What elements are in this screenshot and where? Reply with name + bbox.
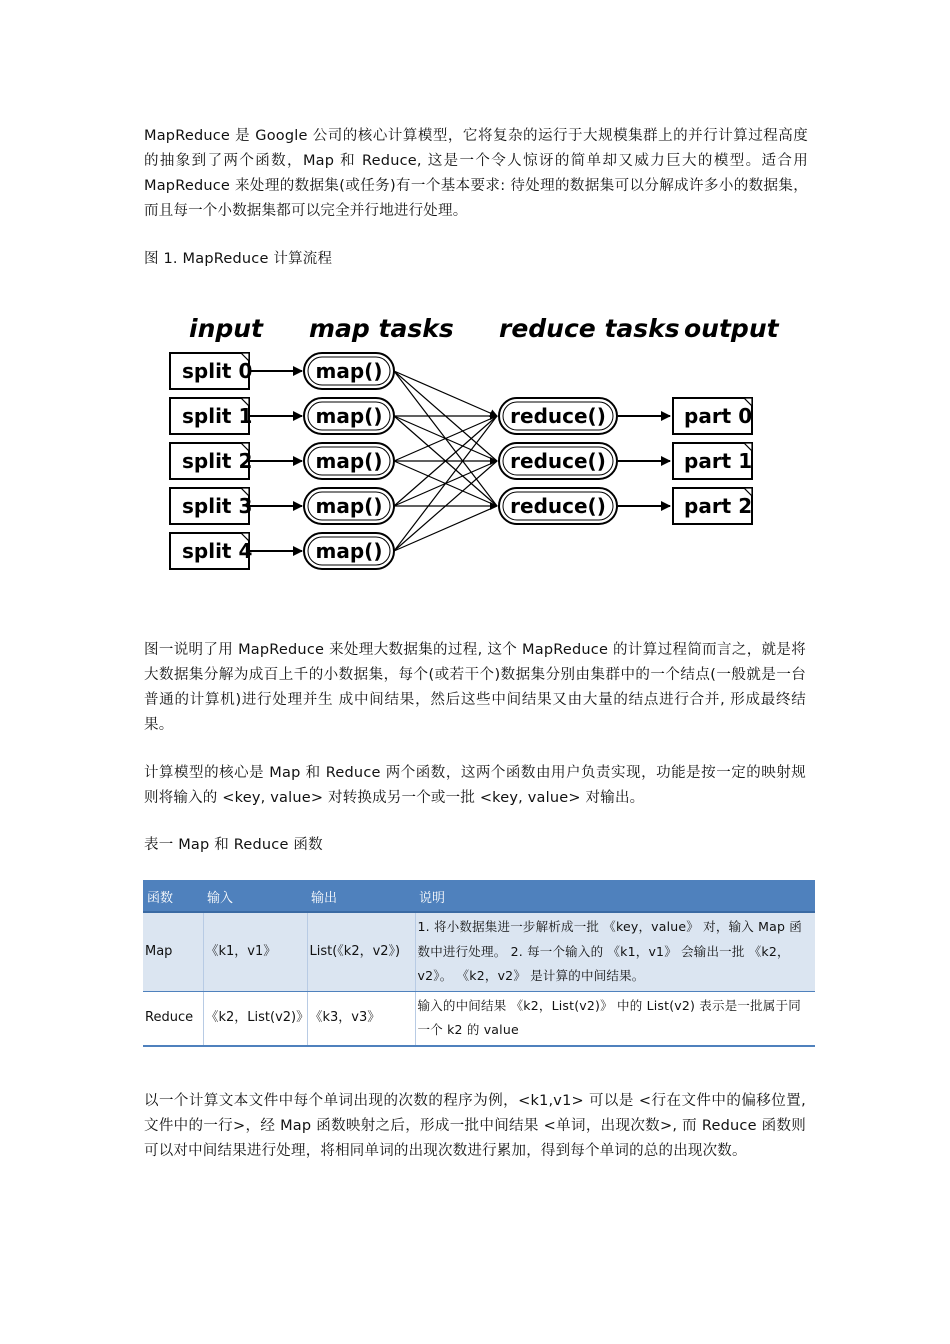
split-to-map-arrows	[250, 371, 302, 551]
reduce-task	[499, 398, 617, 434]
part-box	[673, 443, 752, 479]
split-column	[170, 353, 252, 569]
map-label: map()	[315, 449, 383, 473]
cell-description: 1. 将小数据集进一步解析成一批 《key，value》 对，输入 Map 函数中进行处理。 2. 每一个输入的 《k1，v1》 会输出一批 《k2，v2》。 《k2，v2》 是计算的中间结果。	[415, 912, 815, 991]
reduce-label: reduce()	[510, 494, 606, 518]
split-box	[170, 488, 252, 524]
part-box	[673, 488, 752, 524]
part-label: part 2	[684, 494, 753, 518]
header-description: 说明	[415, 881, 815, 913]
header-input: 输入	[203, 881, 307, 913]
split-label: split 4	[182, 539, 253, 563]
core-paragraph: 计算模型的核心是 Map 和 Reduce 两个函数，这两个函数由用户负责实现，功能是按一定的映射规则将输入的 <key, value> 对转换成另一个或一批 <key, value> 对输出。	[144, 765, 806, 806]
figure-caption: 图 1. MapReduce 计算流程	[144, 251, 333, 267]
table-caption: 表一 Map 和 Reduce 函数	[144, 837, 323, 853]
functions-table	[143, 880, 815, 1047]
map-column	[304, 353, 394, 569]
cell-output: List(《k2，v2》)	[307, 912, 415, 991]
split-box	[170, 533, 252, 569]
table-row	[143, 912, 815, 991]
mapreduce-diagram	[164, 301, 779, 595]
map-label: map()	[315, 359, 383, 383]
cell-function: Map	[143, 912, 203, 991]
split-label: split 2	[182, 449, 253, 473]
reduce-tasks-header: reduce tasks	[499, 314, 680, 343]
split-box	[170, 398, 252, 434]
reduce-column	[499, 398, 617, 524]
split-box	[170, 353, 252, 389]
functions-table-wrapper	[143, 880, 815, 1047]
cell-function: Reduce	[143, 991, 203, 1046]
map-task	[304, 398, 394, 434]
split-label: split 1	[182, 404, 253, 428]
header-function: 函数	[143, 881, 203, 913]
reduce-label: reduce()	[510, 449, 606, 473]
map-tasks-header: map tasks	[309, 314, 454, 343]
reduce-label: reduce()	[510, 404, 606, 428]
cell-input: 《k1，v1》	[203, 912, 307, 991]
output-column	[673, 398, 752, 524]
map-task	[304, 353, 394, 389]
output-header: output	[684, 314, 779, 343]
example-paragraph: 以一个计算文本文件中每个单词出现的次数的程序为例，<k1,v1> 可以是 <行在文件中的偏移位置, 文件中的一行>，经 Map 函数映射之后，形成一批中间结果 <单词，出现次数>, 而 Reduce 函数则可以对中间结果进行处理，将相同单词的出现次数进行累加，得到每个单词的总的出现次数。	[144, 1093, 806, 1159]
map-label: map()	[315, 404, 383, 428]
part-box	[673, 398, 752, 434]
cell-output: 《k3，v3》	[307, 991, 415, 1046]
reduce-task	[499, 488, 617, 524]
map-task	[304, 533, 394, 569]
part-label: part 1	[684, 449, 753, 473]
cell-input: 《k2，List(v2)》	[203, 991, 307, 1046]
part-label: part 0	[684, 404, 753, 428]
map-task	[304, 443, 394, 479]
map-label: map()	[315, 539, 383, 563]
split-label: split 3	[182, 494, 253, 518]
map-task	[304, 488, 394, 524]
reduce-to-output-arrows	[618, 416, 670, 506]
table-row	[143, 991, 815, 1046]
explanation-paragraph: 图一说明了用 MapReduce 来处理大数据集的过程, 这个 MapReduce 的计算过程简而言之，就是将大数据集分解为成百上千的小数据集，每个(或若干个)数据集分别由集群中的一个结点(一般就是一台普通的计算机)进行处理并生 成中间结果，然后这些中间结果又由大量的结点进行合并, 形成最终结果。	[144, 642, 806, 733]
map-label: map()	[315, 494, 383, 518]
split-label: split 0	[182, 359, 253, 383]
split-box	[170, 443, 252, 479]
header-output: 输出	[307, 881, 415, 913]
cell-description: 输入的中间结果 《k2，List(v2)》 中的 List(v2) 表示是一批属于同一个 k2 的 value	[415, 991, 815, 1046]
input-header: input	[189, 314, 264, 343]
table-header-row	[143, 881, 815, 913]
intro-paragraph: MapReduce 是 Google 公司的核心计算模型，它将复杂的运行于大规模集群上的并行计算过程高度的抽象到了两个函数，Map 和 Reduce, 这是一个令人惊讶的简单却又威力巨大的模型。适合用 MapReduce 来处理的数据集(或任务)有一个基本要求: 待处理的数据集可以分解成许多小的数据集，而且每一个小数据集都可以完全并行地进行处理。	[144, 128, 808, 219]
reduce-task	[499, 443, 617, 479]
shuffle-lines	[394, 371, 497, 551]
